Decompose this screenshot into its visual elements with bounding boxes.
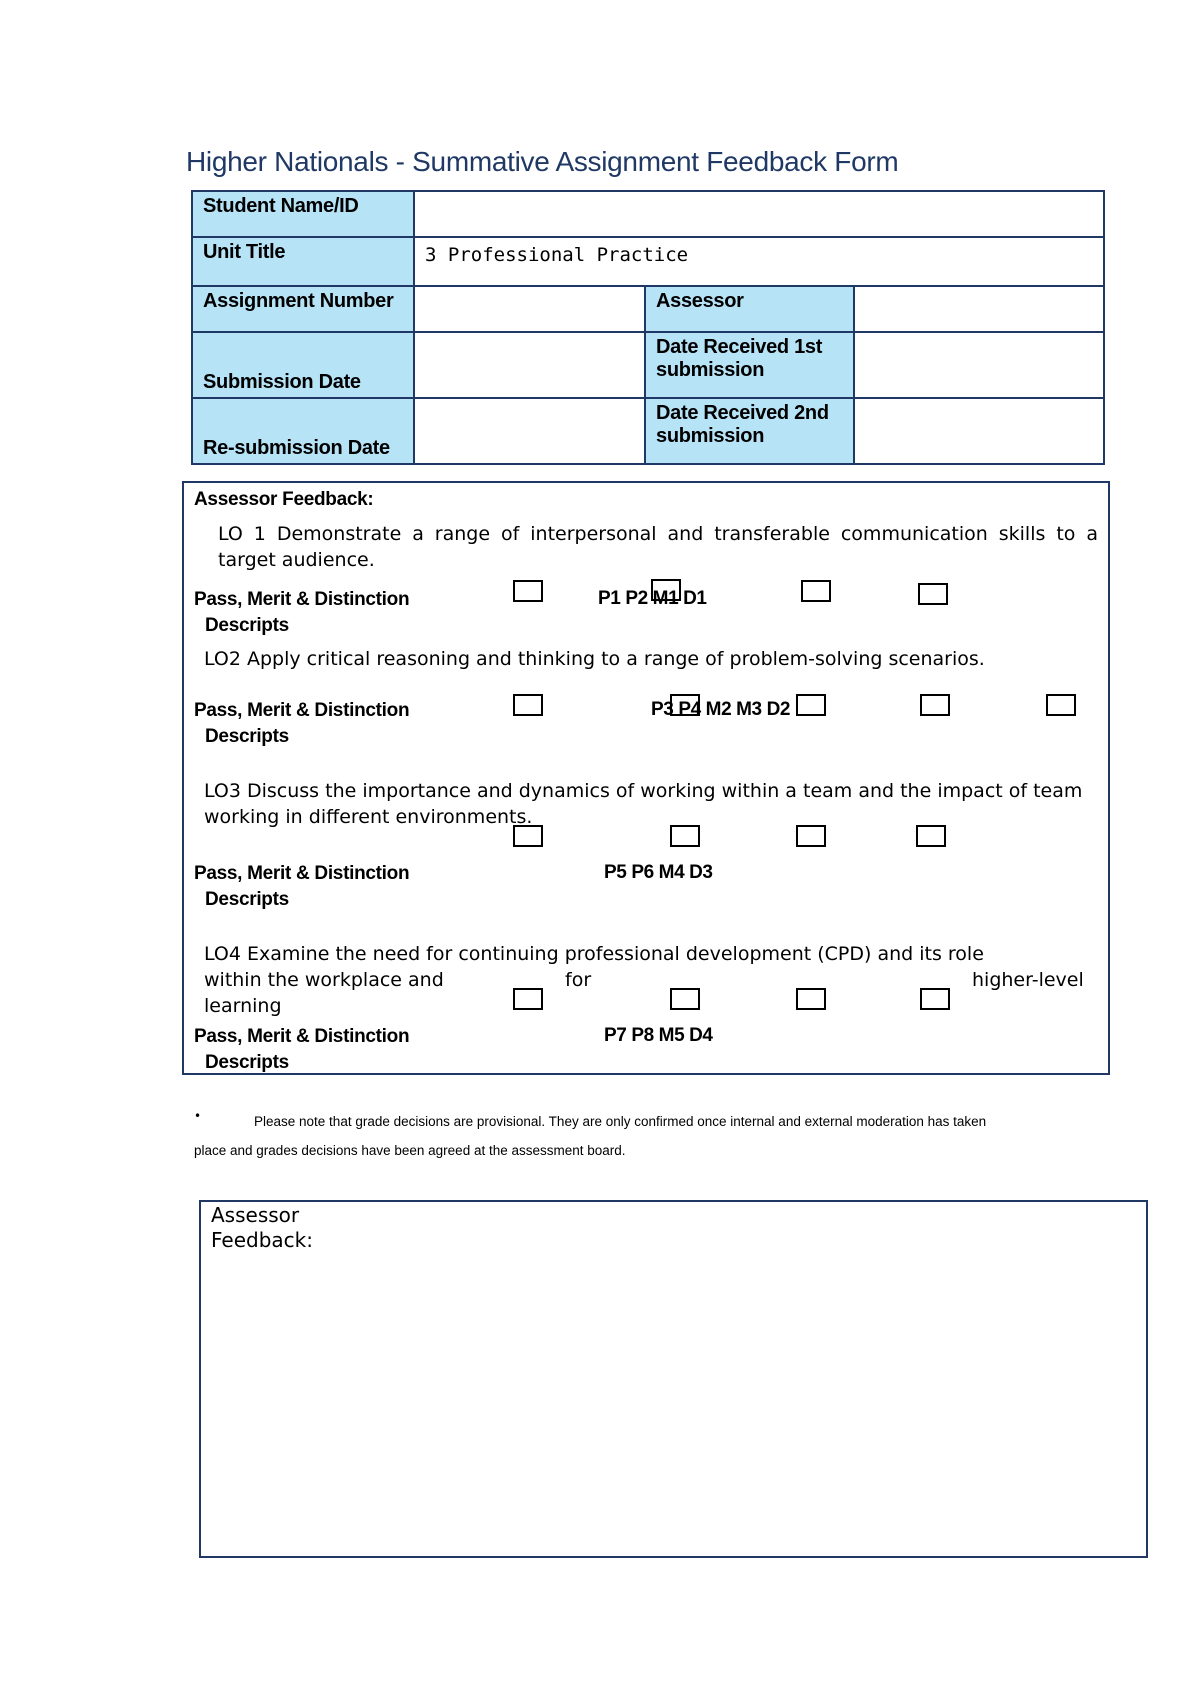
submission-date-field[interactable]	[414, 332, 645, 398]
lo4-text-line2a: within the workplace and	[204, 969, 444, 991]
lo2-codes: P3 P4 M2 M3 D2	[651, 699, 791, 720]
lo4-text-line1: LO4 Examine the need for continuing professional development (CPD) and its role	[204, 943, 984, 965]
lo4-descripts-label-2: Descripts	[205, 1052, 289, 1073]
provisional-note-line2: place and grades decisions have been agreed at the assessment board.	[194, 1143, 626, 1158]
date-received-1st-field[interactable]	[854, 332, 1104, 398]
lo1-descripts-label-2: Descripts	[205, 615, 289, 636]
lo4-text-line2c: higher-level	[972, 969, 1084, 991]
lo2-checkbox-4[interactable]	[920, 694, 950, 716]
assessor-label: Assessor	[645, 286, 854, 332]
assessor-field[interactable]	[854, 286, 1104, 332]
note-bullet: •	[194, 1109, 202, 1123]
lo4-text-line2b: for	[565, 969, 592, 991]
assessor-feedback-heading: Assessor Feedback:	[194, 489, 374, 510]
lo1-codes: P1 P2 M1 D1	[598, 588, 707, 609]
lo1-checkbox-2[interactable]	[651, 579, 681, 601]
lo2-text: LO2 Apply critical reasoning and thinking to a range of problem-solving scenarios.	[204, 648, 985, 670]
lo3-checkbox-3[interactable]	[796, 825, 826, 847]
lo2-descripts-label-2: Descripts	[205, 726, 289, 747]
page-title: Higher Nationals - Summative Assignment Feedback Form	[186, 146, 899, 177]
lo3-checkbox-1[interactable]	[513, 825, 543, 847]
submission-date-label: Submission Date	[192, 332, 414, 398]
date-received-2nd-field[interactable]	[854, 398, 1104, 464]
lo3-checkbox-2[interactable]	[670, 825, 700, 847]
lo2-checkbox-1[interactable]	[513, 694, 543, 716]
lo2-descripts-label: Pass, Merit & Distinction	[194, 700, 410, 721]
lo4-codes: P7 P8 M5 D4	[604, 1025, 713, 1046]
assignment-number-field[interactable]	[414, 286, 645, 332]
resubmission-date-label: Re-submission Date	[192, 398, 414, 464]
lo3-checkbox-4[interactable]	[916, 825, 946, 847]
lo4-checkbox-2[interactable]	[670, 988, 700, 1010]
lo1-checkbox-3[interactable]	[801, 580, 831, 602]
lo2-checkbox-2[interactable]	[670, 694, 700, 716]
lo1-checkbox-1[interactable]	[513, 580, 543, 602]
lo1-checkbox-4[interactable]	[918, 583, 948, 605]
lo3-descripts-label: Pass, Merit & Distinction	[194, 863, 410, 884]
assessor-feedback-box-label: Assessor Feedback:	[211, 1203, 313, 1252]
date-received-1st-label: Date Received 1st submission	[645, 332, 854, 398]
assessor-feedback-textbox[interactable]	[199, 1200, 1148, 1558]
lo3-text: LO3 Discuss the importance and dynamics of working within a team and the impact of team working in different environments.	[204, 780, 1083, 828]
assignment-number-label: Assignment Number	[192, 286, 414, 332]
student-name-field[interactable]	[414, 191, 1104, 237]
lo3-codes: P5 P6 M4 D3	[604, 862, 713, 883]
lo2-checkbox-3[interactable]	[796, 694, 826, 716]
lo3-descripts-label-2: Descripts	[205, 889, 289, 910]
lo4-checkbox-3[interactable]	[796, 988, 826, 1010]
lo4-checkbox-1[interactable]	[513, 988, 543, 1010]
lo2-checkbox-5[interactable]	[1046, 694, 1076, 716]
lo4-checkbox-4[interactable]	[920, 988, 950, 1010]
unit-title-field[interactable]: 3 Professional Practice	[414, 237, 1104, 286]
lo1-text: LO 1 Demonstrate a range of interpersonal and transferable communication skills to a target audience.	[218, 523, 1098, 571]
lo4-descripts-label: Pass, Merit & Distinction	[194, 1026, 410, 1047]
lo1-descripts-label: Pass, Merit & Distinction	[194, 589, 410, 610]
provisional-note-line1: Please note that grade decisions are provisional. They are only confirmed once internal and external moderation has taken	[254, 1114, 987, 1129]
date-received-2nd-label: Date Received 2nd submission	[645, 398, 854, 464]
resubmission-date-field[interactable]	[414, 398, 645, 464]
lo4-text-line3: learning	[204, 995, 282, 1017]
student-info-table	[191, 190, 1105, 465]
unit-title-label: Unit Title	[192, 237, 414, 286]
student-name-label: Student Name/ID	[192, 191, 414, 237]
